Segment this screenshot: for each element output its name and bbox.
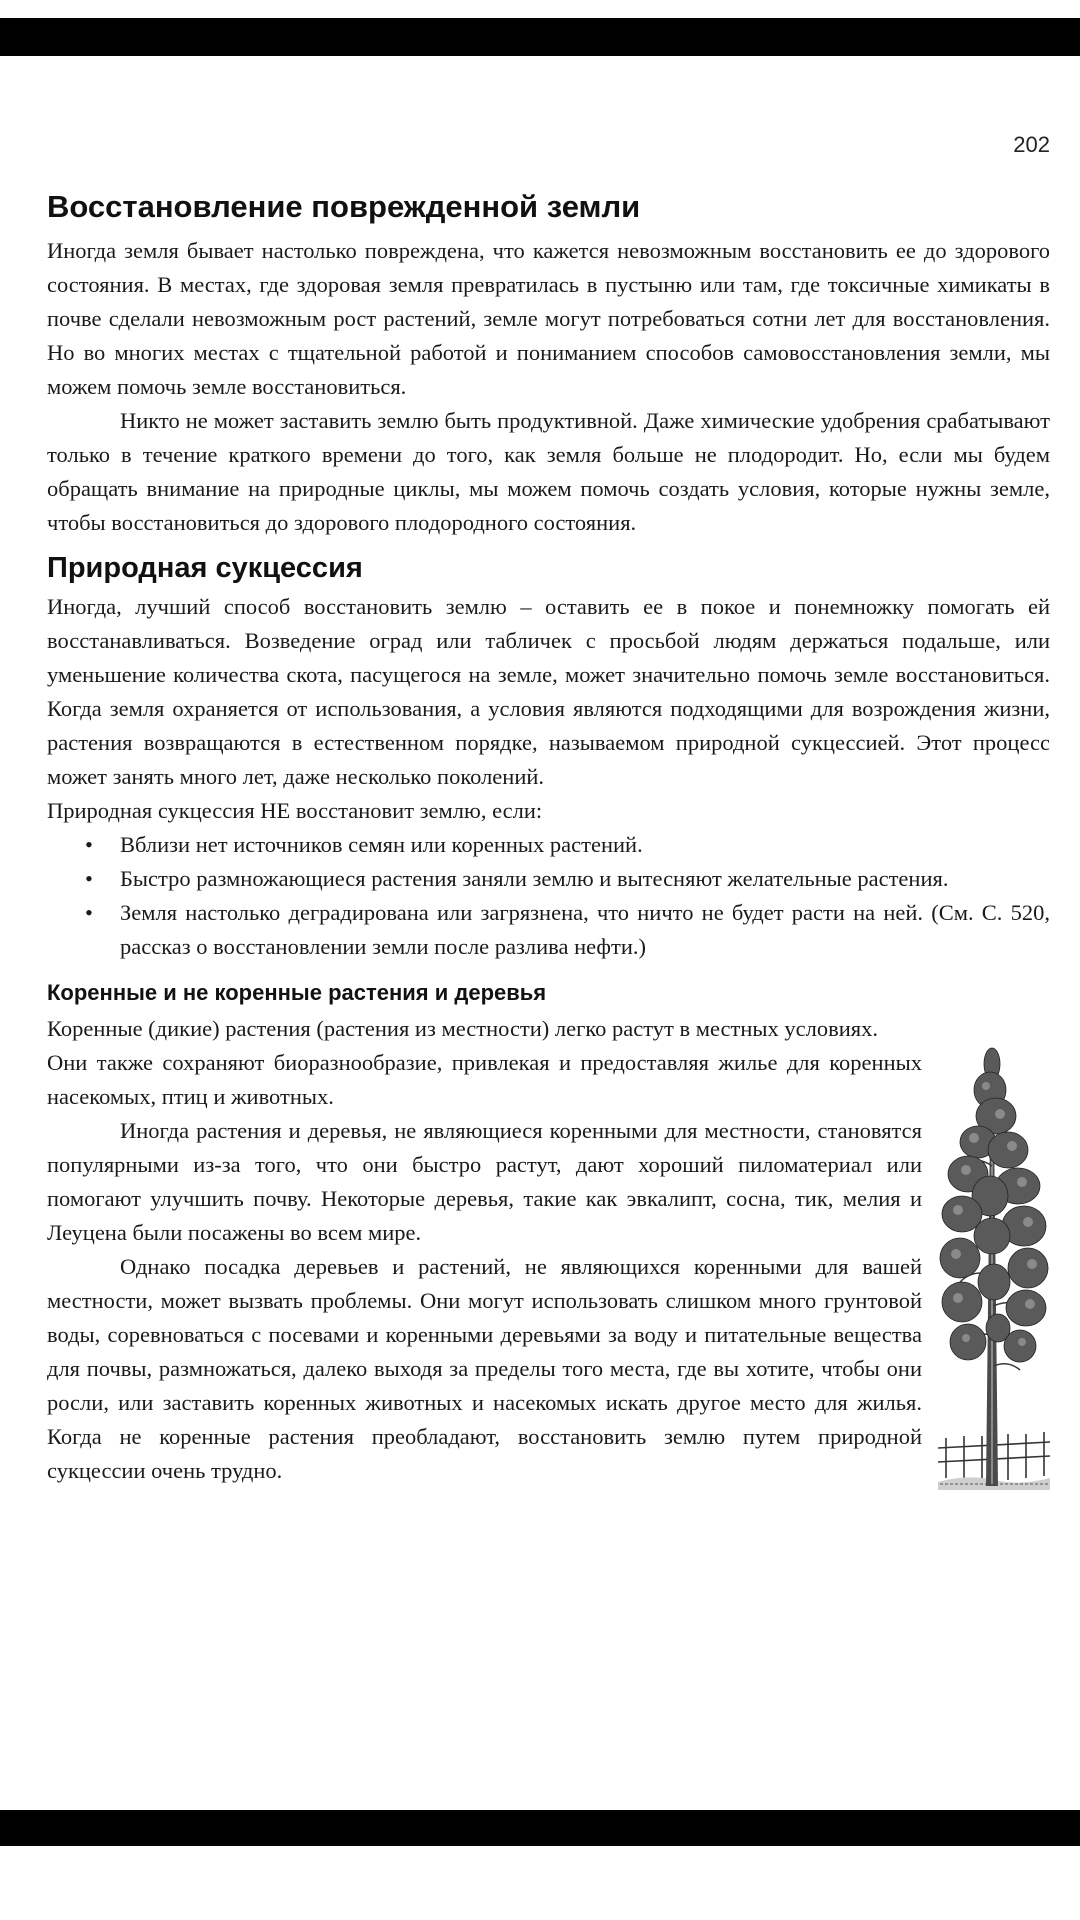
paragraph: Иногда земля бывает настолько повреждена, что кажется невозможным восстановить ее до здорового состояния. В местах, где здоровая земля превратилась в пустыню или там, где токсичные химикаты в почве сделали невозможным рост растений, земле могут потребоваться сотни лет для восстановления. Но во многих местах с тщательной работой и пониманием способов самовосстановления земли, мы можем помочь земле восстановиться.	[47, 238, 1050, 399]
bottom-black-bar	[0, 1810, 1080, 1846]
list-item-text: Быстро размножающиеся растения заняли землю и вытесняют желательные растения.	[120, 866, 949, 891]
section-title-natural-succession: Природная сукцессия	[47, 552, 363, 584]
section-title-native-plants: Коренные и не коренные растения и деревья	[47, 980, 547, 1005]
list-item	[47, 896, 1050, 964]
section-title-restoration: Восстановление поврежденной земли	[47, 189, 641, 224]
page-content	[47, 186, 1050, 1488]
paragraph: Никто не может заставить землю быть продуктивной. Даже химические удобрения срабатывают только в течение краткого времени до того, как земля больше не плодородит. Но, если мы будем обращать внимание на природные циклы, мы можем помочь создать условия, которые нужны земле, чтобы восстановиться до здорового плодородного состояния.	[47, 408, 1050, 535]
paragraph: Они также сохраняют биоразнообразие, привлекая и предоставляя жилье для коренных насекомых, птиц и животных.	[47, 1050, 922, 1109]
list-item-text: Вблизи нет источников семян или коренных растений.	[120, 832, 643, 857]
paragraph: Иногда растения и деревья, не являющиеся коренными для местности, становятся популярными из-за того, что они быстро растут, дают хороший пиломатериал или помогают улучшить почву. Некоторые деревья, такие как эвкалипт, сосна, тик, мелия и Леуцена были посажены во всем мире.	[47, 1118, 922, 1245]
paragraph: Коренные (дикие) растения (растения из местности) легко растут в местных условиях.	[47, 1016, 878, 1041]
list-item	[47, 862, 1050, 896]
top-black-bar	[0, 18, 1080, 56]
bullet-icon: •	[85, 866, 93, 891]
list-intro: Природная сукцессия НЕ восстановит землю, если:	[47, 798, 543, 823]
bullet-list	[47, 828, 1050, 964]
list-item-text: Земля настолько деградирована или загрязнена, что ничто не будет расти на ней. (См. С. 520, рассказ о восстановлении земли после разлива нефти.)	[120, 900, 1050, 959]
tree-illustration	[938, 1046, 1050, 1490]
narrow-text-column	[47, 1046, 922, 1488]
bullet-icon: •	[85, 900, 93, 925]
list-item	[47, 828, 1050, 862]
paragraph: Иногда, лучший способ восстановить землю – оставить ее в покое и понемножку помогать ей восстанавливаться. Возведение оград или табличек с просьбой людям держаться подальше, или уменьшение количества скота, пасущегося на земле, может значительно помочь земле восстановиться. Когда земля охраняется от использования, а условия являются подходящими для возрождения жизни, растения возвращаются в естественном порядке, называемом природной сукцессией. Этот процесс может занять много лет, даже несколько поколений.	[47, 594, 1050, 789]
bullet-icon: •	[85, 832, 93, 857]
page-number: 202	[1013, 132, 1050, 157]
text-with-figure	[47, 1046, 1050, 1488]
paragraph: Однако посадка деревьев и растений, не являющихся коренными для вашей местности, может вызвать проблемы. Они могут использовать слишком много грунтовой воды, соревноваться с посевами и коренными деревьями за воду и питательные вещества для почвы, размножаться, далеко выходя за пределы того места, где вы хотите, чтобы они росли, или заставить коренных животных и насекомых искать другое место для жилья. Когда не коренные растения преобладают, восстановить землю путем природной сукцессии очень трудно.	[47, 1254, 922, 1483]
